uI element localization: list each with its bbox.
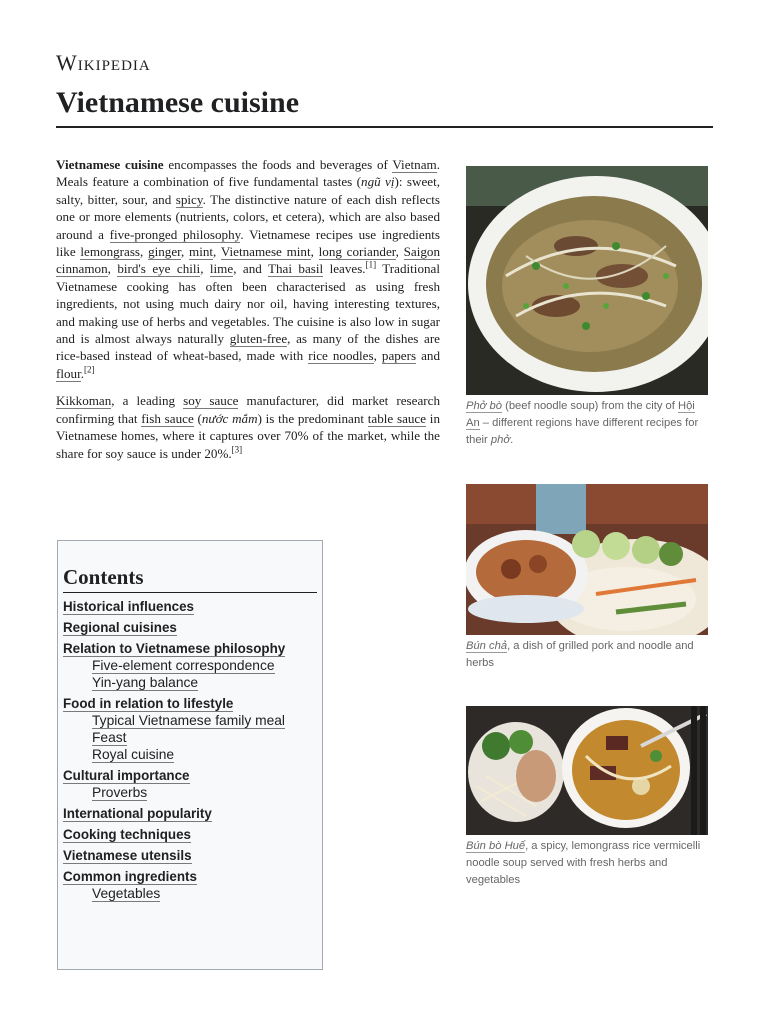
toc-link[interactable]: Common ingredients [63, 869, 197, 884]
link-five-pronged-philosophy[interactable]: five-pronged philosophy [109, 226, 241, 242]
toc-sublink[interactable]: Yin-yang balance [92, 675, 199, 690]
link-saigon-cinnamon[interactable]: Saigon cinnamon [56, 244, 441, 277]
article-body [56, 156, 440, 472]
link-thai-basil[interactable]: Thai basil [268, 261, 324, 277]
toc-sublink[interactable]: Typical Vietnamese family meal [92, 713, 285, 728]
bun-cha-caption: Bún chả, a dish of grilled pork and noodle and herbs [466, 640, 694, 669]
pho-bo-caption: Phở bò (beef noodle soup) from the city of Hội An – different regions have different recipes for their phở. [466, 400, 699, 446]
toc-link[interactable]: Cultural importance [63, 768, 190, 783]
link-fish-sauce[interactable]: fish sauce [141, 410, 194, 426]
toc-item [63, 827, 317, 842]
toc-item [63, 869, 317, 901]
toc-item [63, 768, 317, 800]
toc-subitem [63, 713, 317, 728]
toc-link[interactable]: Historical influences [63, 599, 194, 614]
toc-item [63, 848, 317, 863]
toc-sublink[interactable]: Five-element correspondence [92, 658, 275, 673]
reference-3[interactable]: [3] [231, 444, 243, 455]
link-pho-bo[interactable]: Phở bò [466, 400, 502, 412]
link-birds-eye-chili[interactable]: bird's eye chili [117, 261, 201, 277]
bun-bo-hue-image[interactable] [466, 706, 708, 835]
toc-link[interactable]: Relation to Vietnamese philosophy [63, 641, 286, 656]
toc-subitem [63, 886, 317, 901]
link-bun-bo-hue[interactable]: Bún bò Huế [466, 840, 526, 852]
link-mint[interactable]: mint [189, 244, 214, 260]
toc-item [63, 806, 317, 821]
toc-link[interactable]: International popularity [63, 806, 212, 821]
bun-bo-hue-caption: Bún bò Huế, a spicy, lemongrass rice vermicelli noodle soup served with fresh herbs and vegetables [466, 840, 701, 886]
link-table-sauce[interactable]: table sauce [367, 410, 427, 426]
toc-sublink[interactable]: Proverbs [92, 785, 148, 800]
toc-heading: Contents [63, 565, 317, 593]
link-vietnamese-mint[interactable]: Vietnamese mint [220, 244, 311, 260]
link-ginger[interactable]: ginger [148, 244, 181, 260]
figure-bun-cha [466, 484, 708, 672]
page-title: Vietnamese cuisine [56, 86, 300, 119]
toc-sublink[interactable]: Vegetables [92, 886, 161, 901]
figure-bun-bo-hue [466, 706, 708, 889]
link-gluten-free[interactable]: gluten-free [229, 331, 288, 347]
link-rice-noodles[interactable]: rice noodles [308, 348, 374, 364]
toc-sublist [63, 658, 317, 690]
pho-bo-image[interactable] [466, 166, 708, 395]
toc-subitem [63, 730, 317, 745]
link-lime[interactable]: lime [209, 261, 234, 277]
table-of-contents [57, 540, 323, 970]
reference-2[interactable]: [2] [84, 364, 95, 375]
title-divider [56, 126, 713, 128]
term-ngu-vi: ngũ vị [361, 174, 395, 190]
wikipedia-wordmark[interactable]: Wikipedia [56, 50, 151, 75]
toc-item [63, 641, 317, 690]
toc-sublink[interactable]: Feast [92, 730, 127, 745]
bun-cha-image[interactable] [466, 484, 708, 635]
kikkoman-paragraph: Kikkoman, a leading soy sauce manufacturer, did market research confirming that fish sauce (nước mắm) is the predominant table sauce in Vietnamese homes, where it captures over 70% of the market, while the share for soy sauce is under 20%.[3] [56, 393, 440, 461]
toc-item [63, 599, 317, 614]
link-bun-cha[interactable]: Bún chả [466, 640, 508, 652]
toc-item [63, 696, 317, 762]
toc-subitem [63, 785, 317, 800]
bold-term: Vietnamese cuisine [56, 157, 164, 172]
toc-sublink[interactable]: Royal cuisine [92, 747, 175, 762]
toc-subitem [63, 675, 317, 690]
intro-paragraph: Vietnamese cuisine encompasses the foods and beverages of Vietnam. Meals feature a combination of five fundamental tastes (ngũ vị): sweet, salty, bitter, sour, and spicy. The distinctive nature of each dish reflects one or more elements (nutrients, colors, et cetera), which are also based around a five-pronged philosophy. Vietnamese recipes use ingredients like lemongrass, ginger, mint, Vietnamese mint, long coriander, Saigon cinnamon, bird's eye chili, lime, and Thai basil leaves.[1] Traditional Vietnamese cooking has often been characterised as using fresh ingredients, not using much dairy nor oil, having interesting textures, and making use of herbs and vegetables. The cuisine is also low in sugar and is almost always naturally gluten-free, as many of the dishes are rice-based instead of wheat-based, made with rice noodles, papers and flour.[2] [56, 157, 441, 381]
toc-link[interactable]: Regional cuisines [63, 620, 177, 635]
toc-sublist [63, 785, 317, 800]
link-long-coriander[interactable]: long coriander [318, 244, 396, 260]
toc-link[interactable]: Cooking techniques [63, 827, 191, 842]
figure-pho-bo [466, 166, 708, 449]
term-pho: phở [490, 434, 511, 446]
term-nuoc-mam: nước mắm [201, 410, 258, 426]
reference-1[interactable]: [1] [365, 260, 377, 271]
toc-sublist [63, 886, 317, 901]
toc-link[interactable]: Vietnamese utensils [63, 848, 192, 863]
link-papers[interactable]: papers [381, 348, 417, 364]
toc-subitem [63, 747, 317, 762]
toc-list [63, 599, 317, 901]
link-lemongrass[interactable]: lemongrass [80, 244, 141, 260]
link-flour[interactable]: flour [56, 365, 81, 381]
toc-link[interactable]: Food in relation to lifestyle [63, 696, 234, 711]
link-spicy[interactable]: spicy [175, 191, 203, 207]
toc-subitem [63, 658, 317, 673]
toc-item [63, 620, 317, 635]
link-vietnam[interactable]: Vietnam [392, 157, 437, 172]
link-kikkoman[interactable]: Kikkoman [56, 393, 112, 409]
link-hoi-an[interactable]: Hội An [466, 400, 695, 429]
link-soy-sauce[interactable]: soy sauce [183, 393, 239, 409]
toc-sublist [63, 713, 317, 762]
